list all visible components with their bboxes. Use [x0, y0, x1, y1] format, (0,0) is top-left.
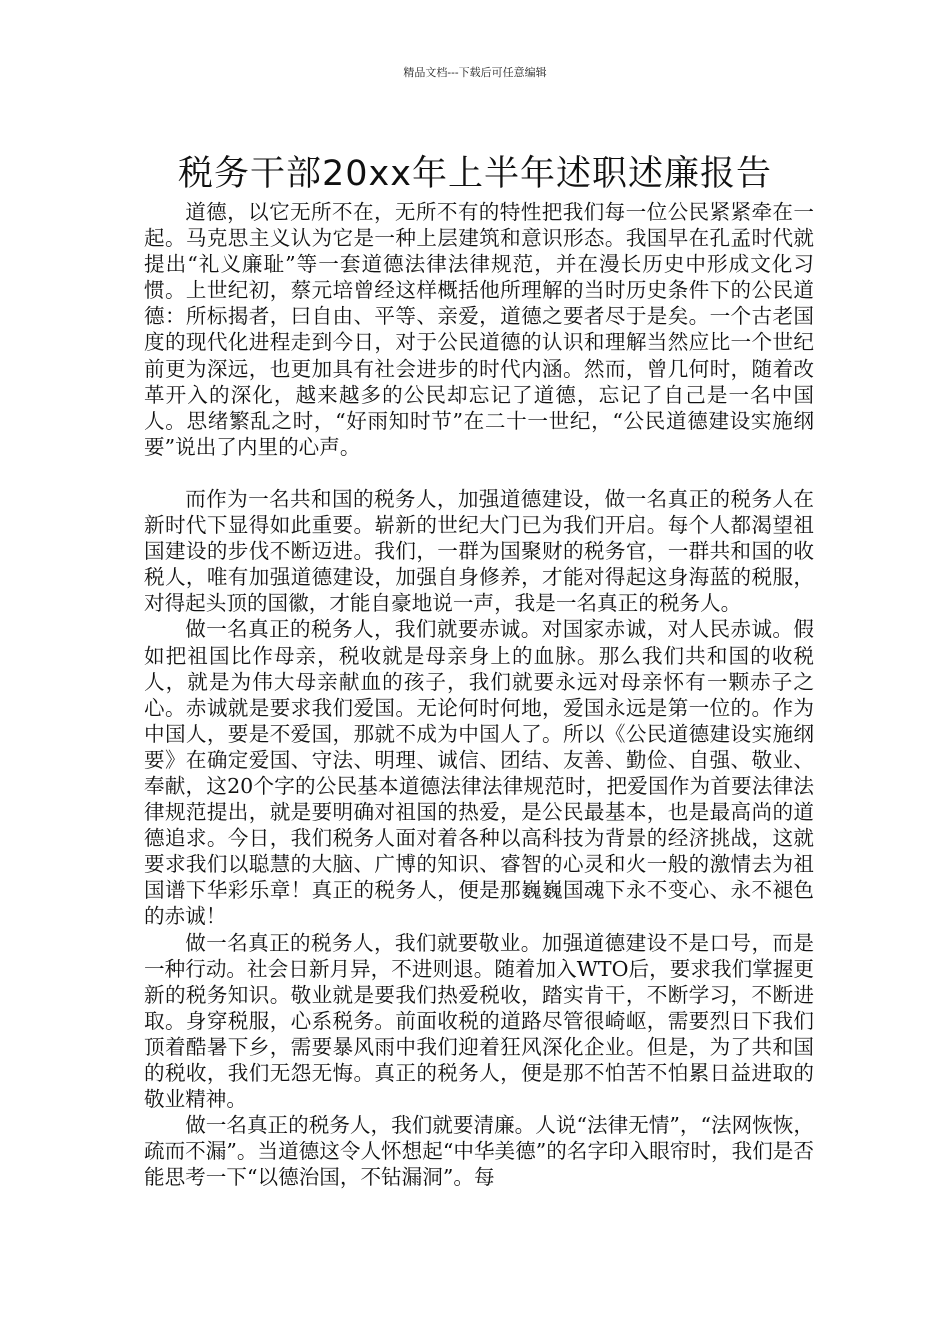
paragraph-1: 道德，以它无所不在，无所不有的特性把我们每一位公民紧紧牵在一起。马克思主义认为它是一种上层建筑和意识形态。我国早在孔孟时代就提出“礼义廉耻”等一套道德法律法律规范，并在漫长历史中形成文化习惯。上世纪初，蔡元培曾经这样概括他所理解的当时历史条件下的公民道德：所标揭者，曰自由、平等、亲爱，道德之要者尽于是矣。一个古老国度的现代化进程走到今日，对于公民道德的认识和理解当然应比一个世纪前更为深远，也更加具有社会进步的时代内涵。然而，曾几何时，随着改革开入的深化，越来越多的公民却忘记了道德，忘记了自己是一名中国人。思绪繁乱之时，“好雨知时节”在二十一世纪，“公民道德建设实施纲要”说出了内里的心声。 [144, 200, 814, 459]
paragraph-5: 做一名真正的税务人，我们就要清廉。人说“法律无情”，“法网恢恢，疏而不漏”。当道德这令人怀想起“中华美德”的名字印入眼帘时，我们是否能思考一下“以德治国，不钻漏洞”。每 [144, 1113, 814, 1190]
paragraph-2: 而作为一名共和国的税务人，加强道德建设，做一名真正的税务人在新时代下显得如此重要。崭新的世纪大门已为我们开启。每个人都渴望祖国建设的步伐不断迈进。我们，一群为国聚财的税务官，一群共和国的收税人，唯有加强道德建设，加强自身修养，才能对得起这身海蓝的税服，对得起头顶的国徽，才能自豪地说一声，我是一名真正的税务人。 [144, 486, 814, 616]
document-body [144, 199, 814, 1190]
paragraph-4: 做一名真正的税务人，我们就要敬业。加强道德建设不是口号，而是一种行动。社会日新月异，不进则退。随着加入WTO后，要求我们掌握更新的税务知识。敬业就是要我们热爱税收，踏实肯干，不断学习，不断进取。身穿税服，心系税务。前面收税的道路尽管很崎岖，需要烈日下我们顶着酷暑下乡，需要暴风雨中我们迎着狂风深化企业。但是，为了共和国的税收，我们无怨无悔。真正的税务人，便是那不怕苦不怕累日益进取的敬业精神。 [144, 930, 814, 1112]
document-title: 税务干部20xx年上半年述职述廉报告 [178, 154, 772, 195]
paragraph-3: 做一名真正的税务人，我们就要赤诚。对国家赤诚，对人民赤诚。假如把祖国比作母亲，税收就是母亲身上的血脉。那么我们共和国的收税人，就是为伟大母亲献血的孩子，我们就要永远对母亲怀有一颗赤子之心。赤诚就是要求我们爱国。无论何时何地，爱国永远是第一位的。作为中国人，要是不爱国，那就不成为中国人了。所以《公民道德建设实施纲要》在确定爱国、守法、明理、诚信、团结、友善、勤俭、自强、敬业、奉献，这20个字的公民基本道德法律法律规范时，把爱国作为首要法律法律规范提出，就是要明确对祖国的热爱，是公民最基本，也是最高尚的道德追求。今日，我们税务人面对着各种以高科技为背景的经济挑战，这就要求我们以聪慧的大脑、广博的知识、睿智的心灵和火一般的激情去为祖国谱下华彩乐章！真正的税务人，便是那巍巍国魂下永不变心、永不褪色的赤诚！ [144, 617, 814, 929]
header-note: 精品文档---下载后可任意编辑 [403, 66, 547, 79]
